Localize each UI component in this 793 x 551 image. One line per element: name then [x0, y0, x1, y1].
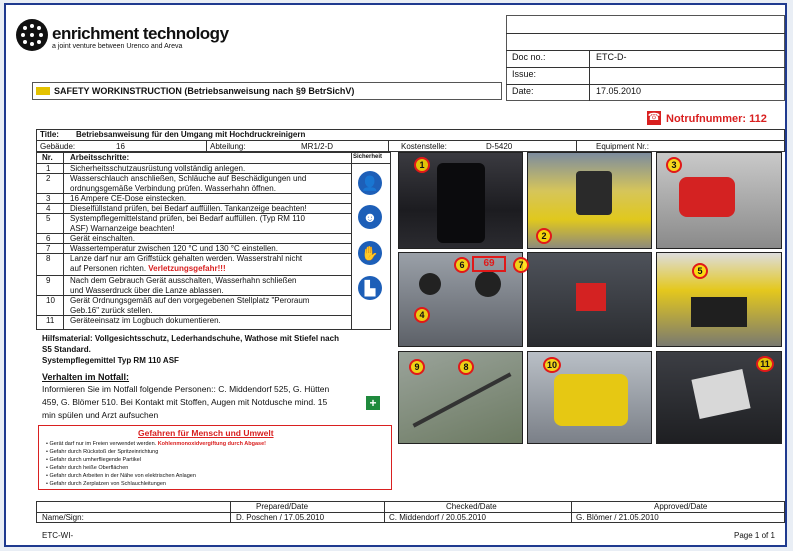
emergency-heading: Verhalten im Notfall:: [42, 372, 130, 382]
hazard-item: [46, 442, 266, 448]
step-number: 1: [46, 164, 51, 173]
photo-marker: 11: [756, 356, 774, 372]
hazard-text: Gefahr durch Zerplatzen von Schlauchleitungen: [49, 481, 166, 487]
col-steps-header: Arbeitsschritte:: [70, 153, 130, 162]
step-number: 8: [46, 254, 51, 263]
photo-marker: 10: [543, 357, 561, 373]
name-sign-label: Name/Sign:: [42, 513, 84, 522]
hazard-item: [46, 450, 158, 456]
bullet-icon: •: [46, 449, 50, 455]
step-text: Nach dem Gebrauch Gerät ausschalten, Wasserhahn schließen: [70, 276, 297, 285]
step-number: 9: [46, 276, 51, 285]
photo-marker: 3: [666, 157, 682, 173]
carbon-monoxide-warning: Kohlenmonoxidvergiftung durch Abgase!: [157, 441, 266, 447]
photo-marker: 8: [458, 359, 474, 375]
photo-marker: 6: [454, 257, 470, 273]
step-text: Sicherheitsschutzausrüstung vollständig anlegen.: [70, 164, 246, 173]
department-label: Abteilung:: [210, 142, 246, 151]
face-shield-icon: ☻: [358, 205, 382, 229]
first-aid-cross-icon: +: [366, 396, 380, 410]
title-label: Title:: [40, 130, 59, 139]
step-text-line: [70, 265, 226, 273]
temperature-display: 69: [472, 256, 506, 272]
step-number: 3: [46, 194, 51, 203]
gloves-icon: ✋: [358, 241, 382, 265]
equipment-label: Equipment Nr.:: [596, 142, 649, 151]
hazard-text: Gefahr durch heiße Oberflächen: [49, 465, 129, 471]
hazard-text: Gefahr durch Rückstoß der Spritzeinrichtung: [49, 449, 159, 455]
step-text: Geräteeinsatz im Logbuch dokumentieren.: [70, 316, 221, 325]
photo-additive-tank: [656, 252, 782, 347]
bullet-icon: •: [46, 457, 50, 463]
checked-label: Checked/Date: [446, 502, 497, 511]
doc-no-label: Doc no.:: [512, 52, 546, 62]
photo-marker: 9: [409, 359, 425, 375]
emergency-number: Notrufnummer: 112: [666, 113, 767, 125]
bullet-icon: •: [46, 465, 50, 471]
emergency-line-1: Informieren Sie im Notfall folgende Personen:: C. Middendorf 525, G. Hütten: [42, 384, 330, 394]
step-text: Wasserschlauch anschließen, Schläuche auf Beschädigungen und: [70, 174, 307, 183]
hazard-item: [46, 458, 141, 464]
date-label: Date:: [512, 86, 534, 96]
hazard-text: Gefahr durch Arbeiten in der Nähe von elektrischen Anlagen: [49, 473, 196, 479]
step-text: und Wasserdruck über die Lanze ablassen.: [70, 286, 224, 295]
hazards-heading: Gefahren für Mensch und Umwelt: [138, 428, 274, 438]
step-number: 4: [46, 204, 51, 213]
step-text: Gerät Ordnungsgemäß auf den vorgegebenen Stellplatz "Peroraum: [70, 296, 310, 305]
building-value: 16: [116, 142, 125, 151]
approved-value: G. Blömer / 21.05.2010: [576, 513, 659, 522]
document-page: [4, 3, 787, 547]
step-text: Wassertemperatur zwischen 120 °C und 130 °C einstellen.: [70, 244, 278, 253]
col-safety-header: Sicherheit: [353, 154, 383, 160]
prepared-value: D. Poschen / 17.05.2010: [236, 513, 325, 522]
step-number: 6: [46, 234, 51, 243]
hazard-item: [46, 466, 128, 472]
step-text: auf Personen richten.: [70, 264, 149, 273]
prepared-label: Prepared/Date: [256, 502, 309, 511]
step-number: 5: [46, 214, 51, 223]
step-number: 10: [46, 296, 55, 305]
cost-center-value: D-5420: [486, 142, 513, 151]
doc-no-value: ETC-D-: [596, 52, 627, 62]
protective-clothing-icon: 👤: [358, 171, 382, 195]
photo-marker: 7: [513, 257, 529, 273]
col-nr-header: Nr.: [42, 153, 53, 162]
step-text: 16 Ampere CE-Dose einstecken.: [70, 194, 187, 203]
checked-value: C. Middendorf / 20.05.2010: [389, 513, 486, 522]
enrichment-logo-icon: [16, 19, 48, 51]
date-value: 17.05.2010: [596, 86, 642, 96]
photo-diesel-tank: [527, 252, 652, 347]
phone-icon: ☎: [647, 112, 661, 123]
photo-marker: 2: [536, 228, 552, 244]
step-text: ASF) Warnanzeige beachten!: [70, 224, 175, 233]
emergency-line-2: 459, G. Blömer 510. Bei Kontakt mit Stoffen, Augen mit Notdusche mind. 15: [42, 397, 328, 407]
boots-icon: ▙: [358, 276, 382, 300]
bullet-icon: •: [46, 481, 50, 487]
page-number: Page 1 of 1: [734, 531, 775, 540]
department-value: MR1/2-D: [301, 142, 334, 151]
photo-marker: 1: [414, 157, 430, 173]
cost-center-label: Kostenstelle:: [401, 142, 447, 151]
bullet-icon: •: [46, 441, 50, 447]
doc-info-box: [506, 15, 785, 101]
step-number: 11: [46, 316, 55, 325]
step-text: ordnungsgemäße Verbindung prüfen. Wasserhahn öffnen.: [70, 184, 276, 193]
step-text: Gerät einschalten.: [70, 234, 135, 243]
hazard-item: [46, 482, 166, 488]
hazard-text: Gerät darf nur im Freien verwendet werden.: [49, 441, 158, 447]
brand-tagline: a joint venture between Urenco and Areva: [52, 43, 183, 50]
building-label: Gebäude:: [40, 142, 76, 151]
injury-warning: Verletzungsgefahr!!!: [148, 264, 226, 273]
bullet-icon: •: [46, 473, 50, 479]
step-text: Dieselfüllstand prüfen, bei Bedarf auffüllen. Tankanzeige beachten!: [70, 204, 307, 213]
doc-title: SAFETY WORKINSTRUCTION (Betriebsanweisung nach §9 BetrSichV): [54, 86, 355, 96]
step-number: 2: [46, 174, 51, 183]
step-text: Geb.16" zurück stellen.: [70, 306, 153, 315]
brand-name: enrichment technology: [52, 24, 229, 43]
aids-line-2: S5 Standard.: [42, 345, 91, 354]
warning-sign-icon: [36, 87, 50, 95]
hazard-item: [46, 474, 196, 480]
hazard-text: Gefahr durch umherfliegende Partikel: [49, 457, 141, 463]
title-value: Betriebsanweisung für den Umgang mit Hochdruckreinigern: [76, 130, 306, 139]
photo-marker: 5: [692, 263, 708, 279]
emergency-line-3: min spülen und Arzt aufsuchen: [42, 410, 159, 420]
step-number: 7: [46, 244, 51, 253]
doc-code: ETC-WI-: [42, 531, 74, 540]
aids-line-1: Hilfsmaterial: Vollgesichtsschutz, Lederhandschuhe, Wathose mit Stiefel nach: [42, 334, 339, 343]
issue-label: Issue:: [512, 69, 537, 79]
aids-line-3: Systempflegemittel Typ RM 110 ASF: [42, 356, 179, 365]
step-text: Lanze darf nur am Griffstück gehalten werden. Wasserstrahl nicht: [70, 254, 303, 263]
step-text: Systempflegemittelstand prüfen, bei Bedarf auffüllen. (Typ RM 110: [70, 214, 305, 223]
photo-marker: 4: [414, 307, 430, 323]
approved-label: Approved/Date: [654, 502, 708, 511]
